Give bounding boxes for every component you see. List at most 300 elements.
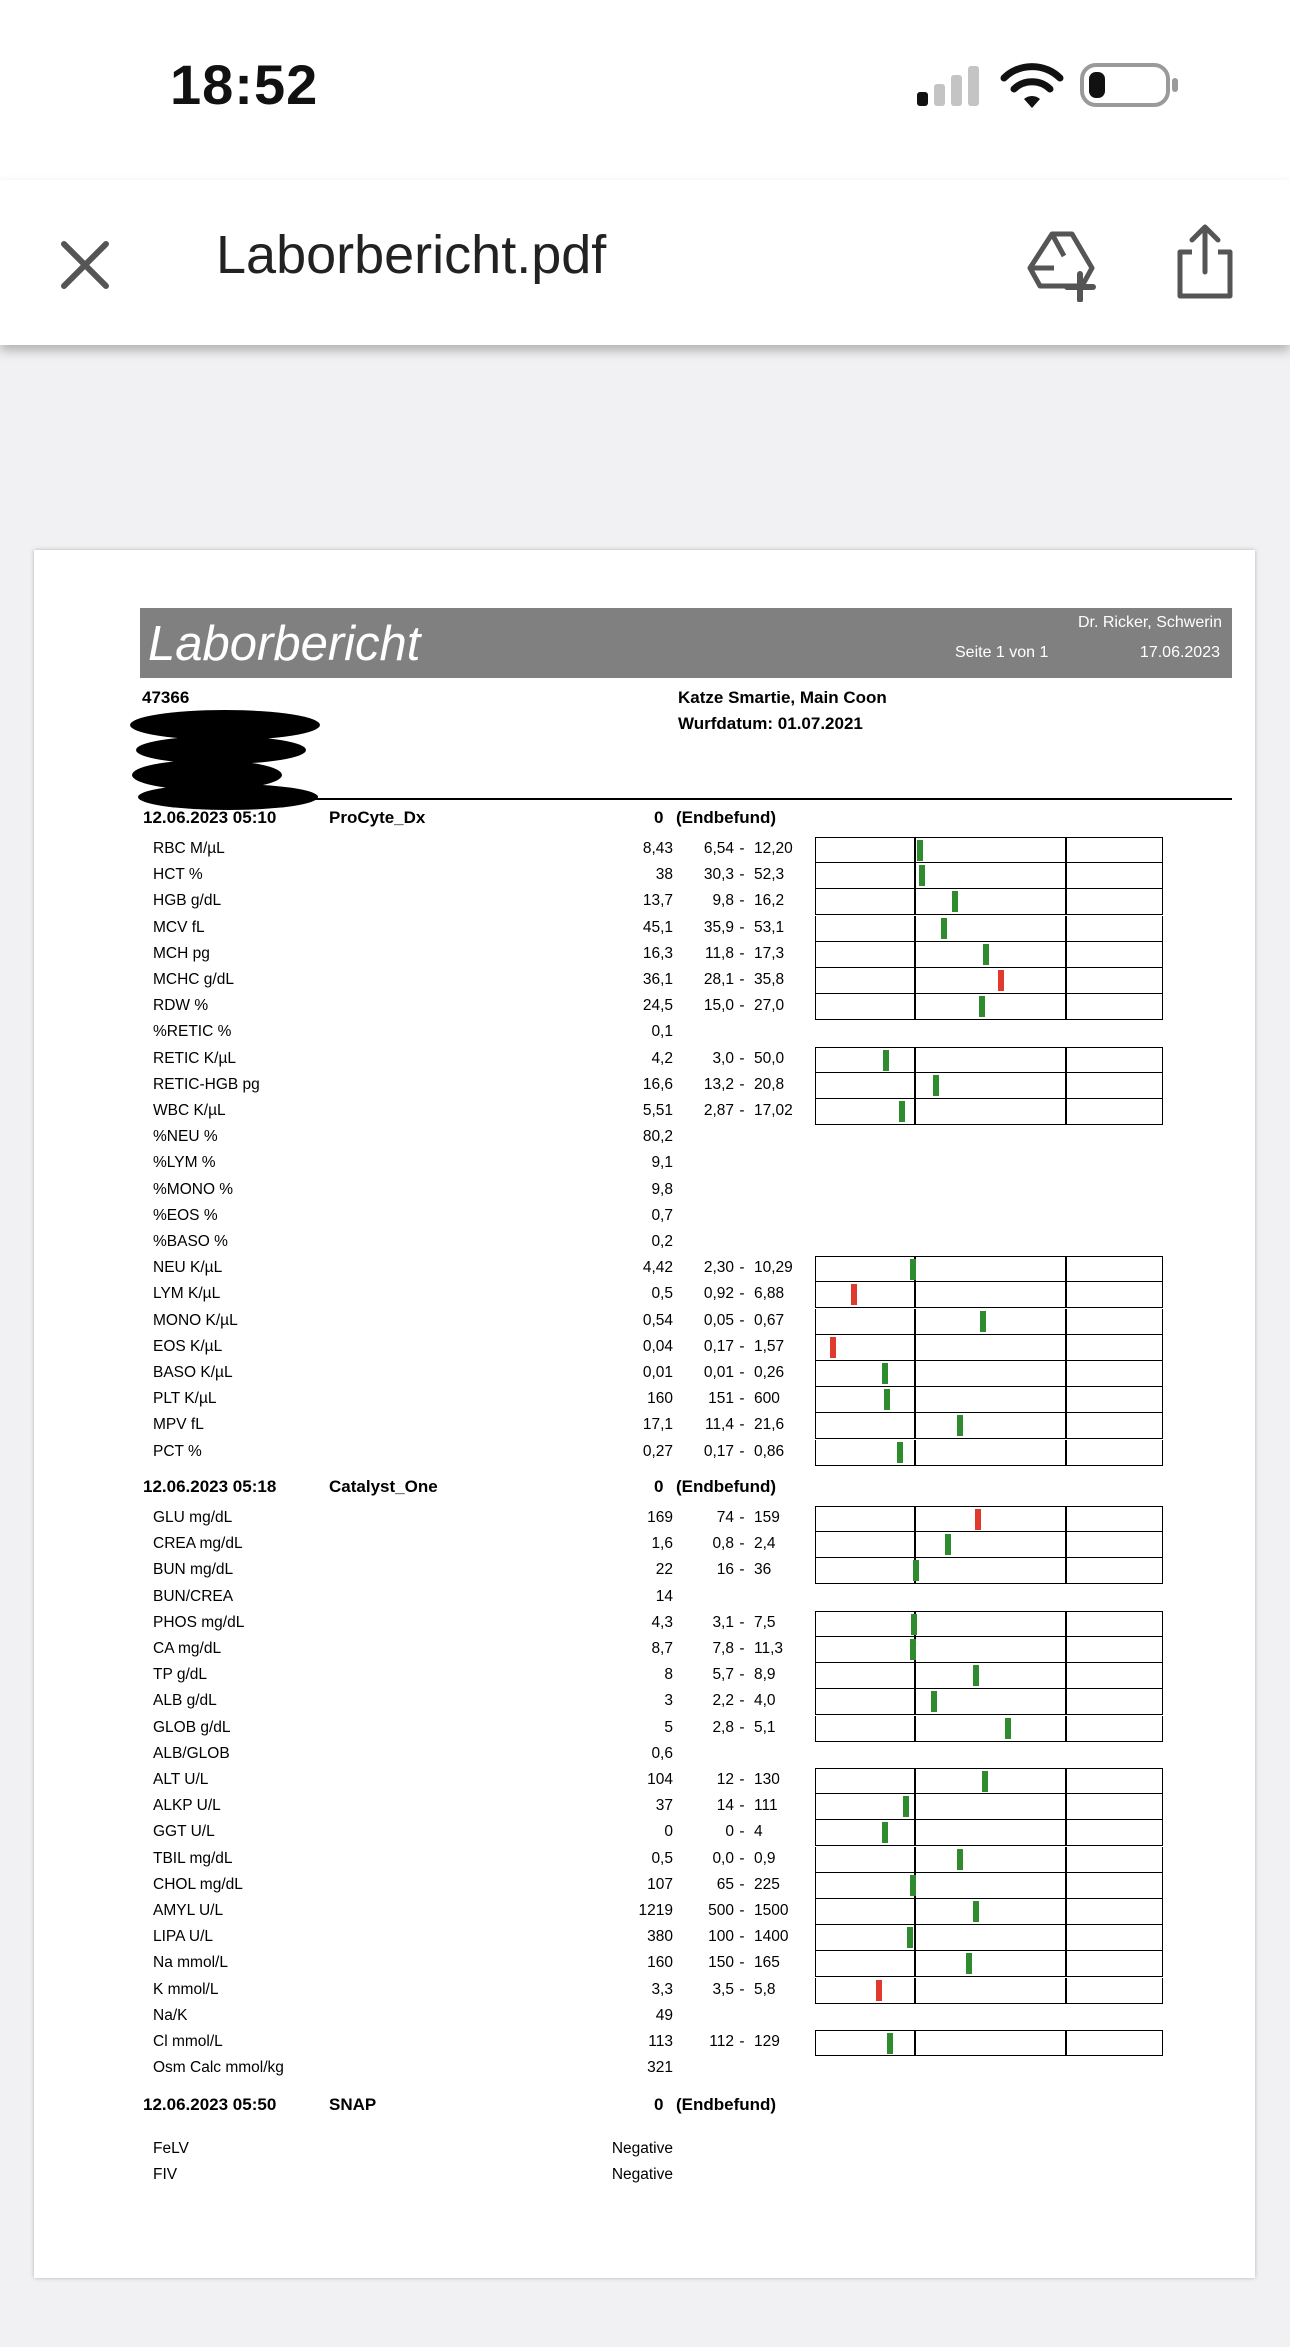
- ref-high: 1,57: [754, 1337, 785, 1355]
- range-marker: [887, 2033, 893, 2054]
- result-row: [34, 1637, 1255, 1663]
- ref-low: 0: [725, 1823, 734, 1841]
- range-marker: [957, 1415, 963, 1436]
- range-marker: [876, 1980, 882, 2001]
- result-row: [34, 1282, 1255, 1308]
- test-name: GGT U/L: [153, 1823, 215, 1841]
- range-bar: [815, 1689, 1163, 1715]
- test-name: HGB g/dL: [153, 892, 222, 910]
- test-name: LYM K/µL: [153, 1285, 221, 1303]
- ref-separator: -: [739, 1049, 745, 1067]
- ref-high: 1500: [754, 1902, 789, 1919]
- result-row: [34, 1413, 1255, 1439]
- ref-low: 12: [716, 1771, 734, 1788]
- ref-low: 30,3: [703, 866, 734, 884]
- result-row: [34, 837, 1255, 863]
- test-name: PHOS mg/dL: [153, 1613, 245, 1631]
- ref-separator: -: [739, 1954, 745, 1972]
- ref-low: 74: [716, 1509, 734, 1526]
- result-row: [34, 994, 1255, 1020]
- range-marker: [979, 996, 985, 1017]
- page-info: Seite 1 von 1: [955, 644, 1049, 661]
- result-row: [34, 1794, 1255, 1820]
- ref-high: 0,9: [754, 1849, 776, 1867]
- ref-separator: -: [739, 1259, 745, 1277]
- range-bar: [815, 916, 1163, 942]
- test-name: EOS K/µL: [153, 1337, 223, 1355]
- test-name: RBC M/µL: [153, 840, 225, 857]
- test-name: PLT K/µL: [153, 1390, 217, 1408]
- header-divider: [140, 798, 1232, 800]
- result-row: [34, 1099, 1255, 1125]
- range-marker: [830, 1337, 836, 1358]
- range-marker: [882, 1363, 888, 1384]
- range-bar: [815, 1611, 1163, 1637]
- test-name: FIV: [153, 2166, 178, 2184]
- section-count: 0: [654, 808, 664, 827]
- ref-separator: -: [739, 1311, 745, 1329]
- test-name: %RETIC %: [153, 1023, 232, 1041]
- pdf-toolbar: [0, 180, 1290, 345]
- section-datetime: 12.06.2023 05:18: [143, 1477, 277, 1496]
- range-marker: [952, 891, 958, 912]
- ref-high: 129: [754, 2033, 780, 2050]
- ref-separator: -: [739, 1640, 745, 1657]
- test-value: 16,3: [642, 944, 673, 962]
- test-value: 0,5: [651, 1849, 673, 1867]
- range-marker: [980, 1311, 986, 1332]
- range-bar: [815, 1847, 1163, 1873]
- ref-separator: -: [739, 997, 745, 1015]
- range-bar: [815, 1558, 1163, 1584]
- ref-separator: -: [739, 1075, 745, 1093]
- range-marker: [983, 944, 989, 965]
- ref-separator: -: [739, 1390, 745, 1408]
- range-marker: [910, 1639, 916, 1660]
- range-bar: [815, 1794, 1163, 1820]
- ref-separator: -: [739, 1364, 745, 1381]
- ref-high: 36: [754, 1561, 772, 1579]
- ref-low: 9,8: [712, 892, 734, 910]
- test-name: ALB/GLOB: [153, 1744, 230, 1762]
- test-name: %NEU %: [153, 1128, 218, 1146]
- test-value: 14: [655, 1587, 673, 1605]
- ref-separator: -: [739, 918, 745, 936]
- range-marker: [957, 1849, 963, 1870]
- ref-separator: -: [739, 1771, 745, 1788]
- test-value: 13,7: [642, 892, 673, 910]
- test-value: Negative: [611, 2166, 673, 2184]
- section-datetime: 12.06.2023 05:10: [143, 808, 277, 827]
- range-marker: [882, 1822, 888, 1843]
- ref-separator: -: [739, 1561, 745, 1579]
- test-value: 4,2: [651, 1049, 673, 1067]
- test-name: HCT %: [153, 866, 203, 884]
- ref-separator: -: [739, 1849, 745, 1867]
- result-row: [34, 1532, 1255, 1558]
- ref-high: 225: [754, 1875, 780, 1893]
- test-name: TBIL mg/dL: [153, 1849, 233, 1867]
- ref-high: 20,8: [754, 1075, 785, 1093]
- ref-separator: -: [739, 1797, 745, 1815]
- result-row: [34, 1204, 1255, 1230]
- ref-high: 1400: [754, 1928, 789, 1946]
- ref-low: 3,5: [712, 1980, 734, 1998]
- test-name: MPV fL: [153, 1416, 204, 1434]
- test-name: WBC K/µL: [153, 1102, 226, 1119]
- test-value: 3: [664, 1692, 673, 1710]
- test-value: 8,43: [642, 840, 673, 857]
- range-bar: [815, 1532, 1163, 1558]
- test-value: 38: [655, 866, 673, 884]
- range-marker: [982, 1771, 988, 1792]
- test-value: 113: [648, 2033, 673, 2050]
- section-device: SNAP: [329, 2095, 377, 2114]
- ref-high: 12,20: [754, 840, 793, 857]
- test-name: CA mg/dL: [153, 1640, 222, 1657]
- ref-separator: -: [739, 1902, 745, 1919]
- range-bar: [815, 1282, 1163, 1308]
- range-marker: [903, 1796, 909, 1817]
- range-bar: [815, 942, 1163, 968]
- document-title: Laborbericht.pdf: [216, 225, 607, 285]
- ref-low: 151: [708, 1390, 734, 1408]
- ref-low: 3,1: [712, 1613, 734, 1631]
- test-name: RETIC-HGB pg: [153, 1075, 260, 1093]
- ref-low: 0,8: [712, 1535, 734, 1553]
- ref-separator: -: [739, 1692, 745, 1710]
- section-device: ProCyte_Dx: [329, 808, 426, 827]
- result-row: [34, 1925, 1255, 1951]
- ref-high: 159: [754, 1509, 780, 1526]
- patient-id: 47366: [142, 688, 190, 707]
- ref-low: 15,0: [703, 997, 734, 1015]
- test-name: CHOL mg/dL: [153, 1875, 243, 1893]
- range-marker: [975, 1509, 981, 1530]
- result-row: [34, 1663, 1255, 1689]
- range-bar: [815, 1506, 1163, 1532]
- range-marker: [998, 970, 1004, 991]
- ref-low: 11,8: [704, 944, 734, 962]
- drive-add-icon[interactable]: [1024, 226, 1100, 302]
- result-row: [34, 1768, 1255, 1794]
- report-title: Laborbericht: [148, 617, 421, 671]
- result-row: [34, 1558, 1255, 1584]
- test-name: BUN mg/dL: [153, 1561, 234, 1579]
- section-datetime: 12.06.2023 05:50: [143, 2095, 277, 2114]
- test-name: PCT %: [153, 1442, 202, 1460]
- range-marker: [919, 865, 925, 886]
- test-name: MONO K/µL: [153, 1311, 238, 1329]
- ref-low: 6,54: [703, 840, 734, 857]
- ref-separator: -: [739, 840, 745, 857]
- ref-high: 130: [754, 1771, 780, 1788]
- doctor-name: Dr. Ricker, Schwerin: [1077, 614, 1222, 631]
- result-row: [34, 1151, 1255, 1177]
- result-row: [34, 1873, 1255, 1899]
- test-name: CREA mg/dL: [153, 1535, 243, 1553]
- test-name: Na/K: [153, 2006, 188, 2024]
- range-bar: [815, 1716, 1163, 1742]
- ref-low: 0,01: [703, 1364, 734, 1381]
- result-row: [34, 889, 1255, 915]
- ref-high: 111: [754, 1797, 778, 1815]
- result-row: [34, 1951, 1255, 1977]
- test-value: 0,54: [642, 1311, 673, 1329]
- range-bar: [815, 1663, 1163, 1689]
- ref-high: 0,86: [754, 1442, 785, 1460]
- ref-high: 53,1: [754, 918, 785, 936]
- range-bar: [815, 1073, 1163, 1099]
- result-row: [34, 2004, 1255, 2030]
- ref-high: 5,1: [754, 1718, 776, 1736]
- ref-low: 0,0: [712, 1849, 734, 1867]
- range-bar: [815, 968, 1163, 994]
- ref-separator: -: [739, 1509, 745, 1526]
- ref-separator: -: [739, 866, 745, 884]
- test-name: MCV fL: [153, 918, 205, 936]
- result-row: [34, 1899, 1255, 1925]
- range-marker: [899, 1101, 905, 1122]
- test-name: %EOS %: [153, 1206, 218, 1224]
- ref-separator: -: [739, 1442, 745, 1460]
- ref-high: 8,9: [754, 1666, 776, 1684]
- report-date: 17.06.2023: [1139, 644, 1220, 661]
- test-value: 5,51: [642, 1102, 673, 1119]
- share-icon[interactable]: [1170, 222, 1240, 302]
- ref-separator: -: [739, 1823, 745, 1841]
- ref-high: 11,3: [754, 1640, 784, 1657]
- range-bar: [815, 1820, 1163, 1846]
- result-row: [34, 1506, 1255, 1532]
- range-bar: [815, 1925, 1163, 1951]
- status-time: 18:52: [170, 53, 319, 116]
- ref-high: 17,02: [754, 1102, 793, 1119]
- range-marker: [917, 840, 923, 861]
- ref-low: 0,17: [703, 1442, 734, 1460]
- test-value: 0,04: [642, 1337, 673, 1355]
- ref-separator: -: [739, 1875, 745, 1893]
- result-row: [34, 1256, 1255, 1282]
- signal-icon: [915, 64, 981, 108]
- ref-separator: -: [739, 1718, 745, 1736]
- wifi-icon: [1000, 62, 1064, 110]
- section-device: Catalyst_One: [329, 1477, 438, 1496]
- test-value: 380: [647, 1928, 673, 1946]
- result-row: [34, 1047, 1255, 1073]
- close-icon[interactable]: [50, 230, 120, 300]
- ref-low: 5,7: [712, 1666, 734, 1684]
- test-name: RETIC K/µL: [153, 1049, 237, 1067]
- ref-high: 6,88: [754, 1285, 785, 1303]
- ref-high: 0,67: [754, 1311, 785, 1329]
- result-row: [34, 1335, 1255, 1361]
- ref-separator: -: [739, 1666, 745, 1684]
- result-row: [34, 968, 1255, 994]
- test-value: 160: [647, 1954, 673, 1972]
- pdf-page: [34, 550, 1255, 2278]
- section-status: (Endbefund): [676, 1477, 777, 1496]
- range-marker: [910, 1875, 916, 1896]
- test-name: Na mmol/L: [153, 1954, 228, 1972]
- result-row: [34, 1361, 1255, 1387]
- range-bar: [815, 1768, 1163, 1794]
- range-bar: [815, 1951, 1163, 1977]
- ref-high: 21,6: [754, 1416, 785, 1434]
- range-bar: [815, 1637, 1163, 1663]
- test-value: 4,3: [651, 1613, 673, 1631]
- test-name: GLOB g/dL: [153, 1718, 231, 1736]
- range-marker: [883, 1050, 889, 1071]
- range-marker: [941, 918, 947, 939]
- range-bar: [815, 1309, 1163, 1335]
- ref-low: 150: [708, 1954, 734, 1972]
- result-row: [34, 2163, 1255, 2189]
- ref-high: 35,8: [754, 971, 785, 988]
- test-value: 0,1: [651, 1023, 673, 1041]
- test-value: 104: [647, 1771, 673, 1788]
- test-name: BASO K/µL: [153, 1364, 233, 1381]
- test-name: ALT U/L: [153, 1771, 209, 1788]
- result-row: [34, 1820, 1255, 1846]
- test-value: 1219: [638, 1902, 673, 1919]
- test-name: TP g/dL: [153, 1666, 208, 1684]
- test-name: RDW %: [153, 997, 209, 1015]
- test-value: 36,1: [642, 971, 673, 988]
- test-name: K mmol/L: [153, 1980, 219, 1998]
- ref-low: 16: [716, 1561, 734, 1579]
- range-bar: [815, 994, 1163, 1020]
- test-value: 321: [647, 2059, 673, 2077]
- ref-separator: -: [739, 892, 745, 910]
- range-marker: [913, 1560, 919, 1581]
- ref-high: 17,3: [754, 944, 785, 962]
- report-banner: [140, 608, 1232, 678]
- ref-low: 14: [716, 1797, 734, 1815]
- result-row: [34, 1020, 1255, 1046]
- ref-high: 0,26: [754, 1364, 785, 1381]
- range-bar: [815, 1899, 1163, 1925]
- result-row: [34, 1978, 1255, 2004]
- ref-separator: -: [739, 1980, 745, 1998]
- test-value: 5: [664, 1718, 673, 1736]
- range-bar: [815, 1413, 1163, 1439]
- test-value: 22: [655, 1561, 673, 1579]
- test-value: 0,2: [651, 1233, 673, 1250]
- range-marker: [884, 1389, 890, 1410]
- range-bar: [815, 1387, 1163, 1413]
- result-row: [34, 1847, 1255, 1873]
- section-status: (Endbefund): [676, 2095, 777, 2114]
- result-row: [34, 942, 1255, 968]
- section-status: (Endbefund): [676, 808, 777, 827]
- test-name: ALKP U/L: [153, 1797, 221, 1815]
- range-bar: [815, 1873, 1163, 1899]
- ref-high: 4: [754, 1823, 763, 1841]
- range-marker: [966, 1953, 972, 1974]
- range-bar: [815, 1978, 1163, 2004]
- test-value: 37: [655, 1797, 673, 1815]
- result-row: [34, 2137, 1255, 2163]
- ref-high: 4,0: [754, 1692, 776, 1710]
- test-name: Cl mmol/L: [153, 2033, 223, 2050]
- ref-low: 65: [716, 1875, 734, 1893]
- result-row: [34, 1178, 1255, 1204]
- ref-separator: -: [739, 1416, 745, 1434]
- test-name: NEU K/µL: [153, 1259, 223, 1277]
- ref-low: 2,2: [712, 1692, 734, 1710]
- ref-low: 0,17: [703, 1337, 734, 1355]
- ref-separator: -: [739, 944, 745, 962]
- ref-low: 7,8: [712, 1640, 734, 1657]
- test-name: GLU mg/dL: [153, 1509, 233, 1526]
- animal-name: Katze Smartie, Main Coon: [678, 688, 887, 707]
- ref-high: 10,29: [754, 1259, 793, 1277]
- ref-separator: -: [739, 1535, 745, 1553]
- birth-date: Wurfdatum: 01.07.2021: [678, 714, 863, 733]
- result-row: [34, 1125, 1255, 1151]
- test-value: 9,8: [651, 1180, 673, 1198]
- test-value: 9,1: [651, 1154, 673, 1172]
- range-bar: [815, 889, 1163, 915]
- test-value: 8,7: [651, 1640, 673, 1657]
- ref-low: 3,0: [712, 1049, 734, 1067]
- range-marker: [973, 1901, 979, 1922]
- test-value: 0,01: [642, 1364, 673, 1381]
- test-value: 16,6: [642, 1075, 673, 1093]
- range-marker: [931, 1691, 937, 1712]
- result-row: [34, 1689, 1255, 1715]
- test-value: 0,5: [651, 1285, 673, 1303]
- test-value: 169: [647, 1509, 673, 1526]
- test-value: 3,3: [651, 1980, 673, 1998]
- test-name: %MONO %: [153, 1180, 234, 1198]
- ref-low: 2,30: [703, 1259, 734, 1277]
- test-value: 0,27: [642, 1442, 673, 1460]
- ref-separator: -: [739, 1337, 745, 1355]
- test-value: 24,5: [642, 997, 673, 1015]
- range-marker: [973, 1665, 979, 1686]
- ref-high: 52,3: [754, 866, 785, 884]
- ref-separator: -: [739, 2033, 745, 2050]
- range-marker: [851, 1284, 857, 1305]
- ref-low: 2,87: [703, 1102, 734, 1119]
- test-value: Negative: [611, 2140, 673, 2157]
- ref-high: 16,2: [754, 892, 785, 910]
- range-marker: [1005, 1718, 1011, 1739]
- ref-low: 11,4: [704, 1416, 734, 1434]
- test-value: 0: [664, 1823, 673, 1841]
- test-name: MCHC g/dL: [153, 971, 234, 988]
- test-value: 1,6: [651, 1535, 673, 1553]
- result-row: [34, 1585, 1255, 1611]
- test-value: 160: [647, 1390, 673, 1408]
- range-bar: [815, 837, 1163, 863]
- ref-low: 112: [709, 2033, 734, 2050]
- test-name: LIPA U/L: [153, 1928, 214, 1946]
- ref-high: 7,5: [754, 1613, 776, 1631]
- test-value: 4,42: [642, 1259, 673, 1277]
- test-name: MCH pg: [153, 944, 210, 962]
- result-row: [34, 1716, 1255, 1742]
- range-marker: [933, 1075, 939, 1096]
- ref-high: 2,4: [754, 1535, 776, 1553]
- test-value: 0,7: [651, 1206, 673, 1224]
- ref-separator: -: [739, 1102, 745, 1119]
- ref-low: 0,05: [703, 1311, 734, 1329]
- ref-low: 0,92: [703, 1285, 734, 1303]
- section-count: 0: [654, 1477, 664, 1496]
